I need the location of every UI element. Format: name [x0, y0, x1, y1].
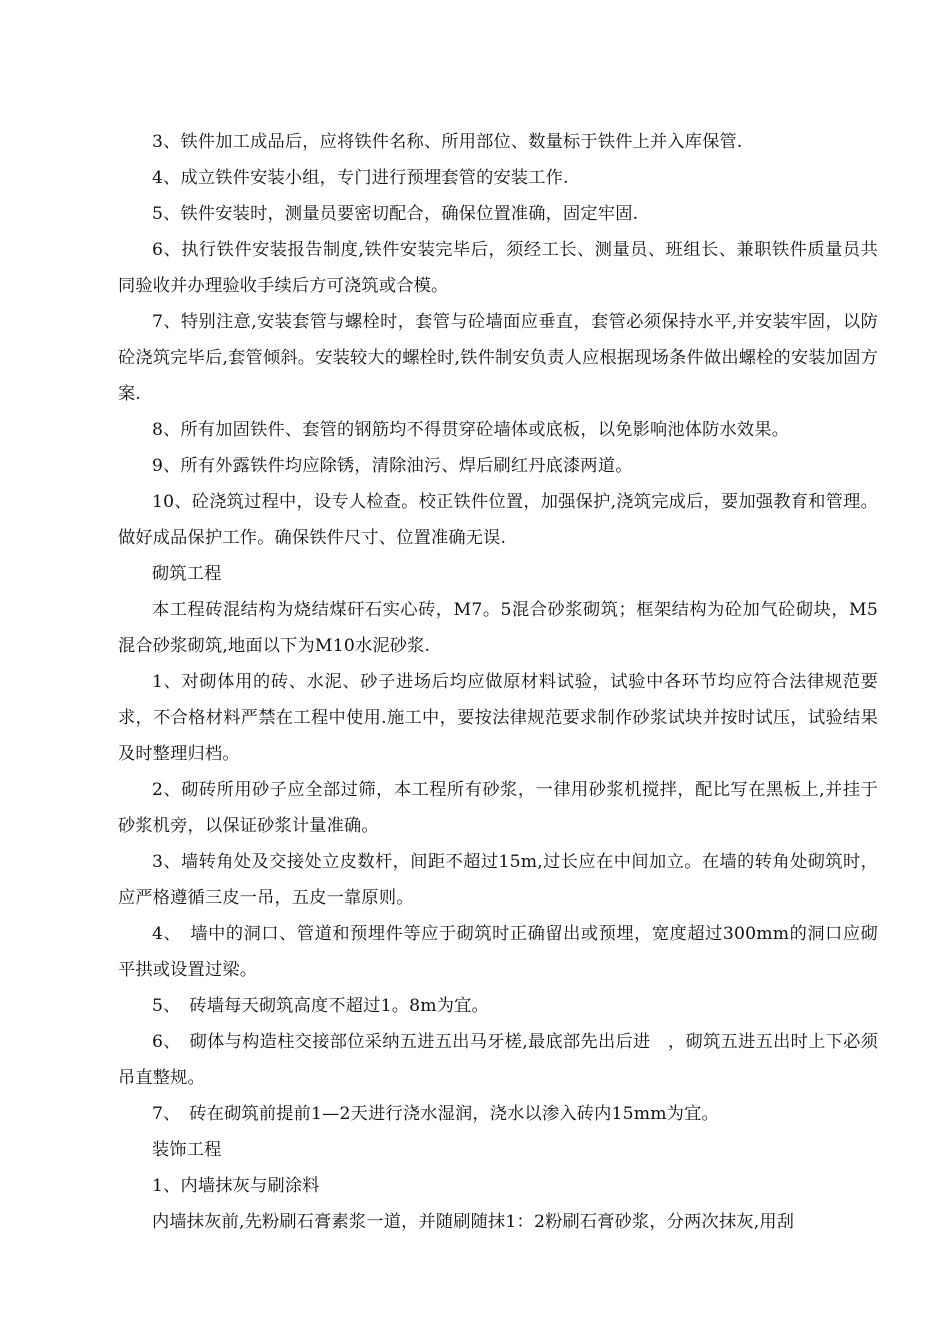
paragraph-rust-removal: 9、所有外露铁件均应除锈，清除油污、焊后刷红丹底漆两道。: [152, 456, 633, 476]
paragraph-plaster-procedure: 内墙抹灰前,先粉刷石膏素浆一道，并随刷随抹1：2粉刷石膏砂浆，分两次抹灰,用刮: [152, 1212, 795, 1232]
subheading-interior-plaster: 1、内墙抹灰与刷涂料: [152, 1176, 320, 1196]
paragraph-column-joint: 6、 砌体与构造柱交接部位采纳五进五出马牙槎,最底部先出后进 ，砌筑五进五出时上下必须吊直整规。: [118, 1032, 878, 1088]
paragraph-install-team: 4、成立铁件安装小组，专门进行预埋套管的安装工作.: [152, 168, 569, 188]
paragraph-pour-inspection: 10、砼浇筑过程中，设专人检查。校正铁件位置，加强保护,浇筑完成后，要加强教育和管理。做好成品保护工作。确保铁件尺寸、位置准确无误.: [118, 492, 878, 548]
paragraph-material-testing: 1、对砌体用的砖、水泥、砂子进场后均应做原材料试验，试验中各环节均应符合法律规范要求，不合格材料严禁在工程中使用.施工中，要按法律规范要求制作砂浆试块并按时试压，试验结果及时整理归档。: [118, 672, 878, 764]
paragraph-masonry-overview: 本工程砖混结构为烧结煤矸石实心砖，M7。5混合砂浆砌筑；框架结构为砼加气砼砌块，M5混合砂浆砌筑,地面以下为M10水泥砂浆.: [118, 600, 878, 656]
section-heading-decoration: 装饰工程: [152, 1140, 222, 1160]
paragraph-brick-wetting: 7、 砖在砌筑前提前1—2天进行浇水湿润，浇水以渗入砖内15mm为宜。: [152, 1104, 719, 1124]
document-body: [118, 124, 878, 1240]
paragraph-iron-labeling: 3、铁件加工成品后，应将铁件名称、所用部位、数量标于铁件上并入库保管.: [152, 132, 743, 152]
section-heading-masonry: 砌筑工程: [152, 564, 222, 584]
paragraph-daily-height: 5、 砖墙每天砌筑高度不超过1。8m为宜。: [152, 996, 489, 1016]
paragraph-corner-poles: 3、墙转角处及交接处立皮数杆，间距不超过15m,过长应在中间加立。在墙的转角处砌筑时，应严格遵循三皮一吊，五皮一靠原则。: [118, 852, 878, 908]
paragraph-openings: 4、 墙中的洞口、管道和预埋件等应于砌筑时正确留出或预埋，宽度超过300mm的洞口应砌平拱或设置过梁。: [118, 924, 878, 980]
paragraph-surveyor-cooperation: 5、铁件安装时，测量员要密切配合，确保位置准确，固定牢固.: [152, 204, 639, 224]
paragraph-sleeve-bolt-notice: 7、特别注意,安装套管与螺栓时，套管与砼墙面应垂直，套管必须保持水平,并安装牢固，以防砼浇筑完毕后,套管倾斜。安装较大的螺栓时,铁件制安负责人应根据现场条件做出螺栓的安装加固方案.: [118, 312, 878, 404]
paragraph-no-penetration: 8、所有加固铁件、套管的钢筋均不得贯穿砼墙体或底板，以免影响池体防水效果。: [152, 420, 790, 440]
paragraph-sand-mixing: 2、砌砖所用砂子应全部过筛，本工程所有砂浆，一律用砂浆机搅拌，配比写在黑板上,并挂于砂浆机旁，以保证砂浆计量准确。: [118, 780, 878, 836]
paragraph-install-report: 6、执行铁件安装报告制度,铁件安装完毕后，须经工长、测量员、班组长、兼职铁件质量员共同验收并办理验收手续后方可浇筑或合模。: [118, 240, 878, 296]
